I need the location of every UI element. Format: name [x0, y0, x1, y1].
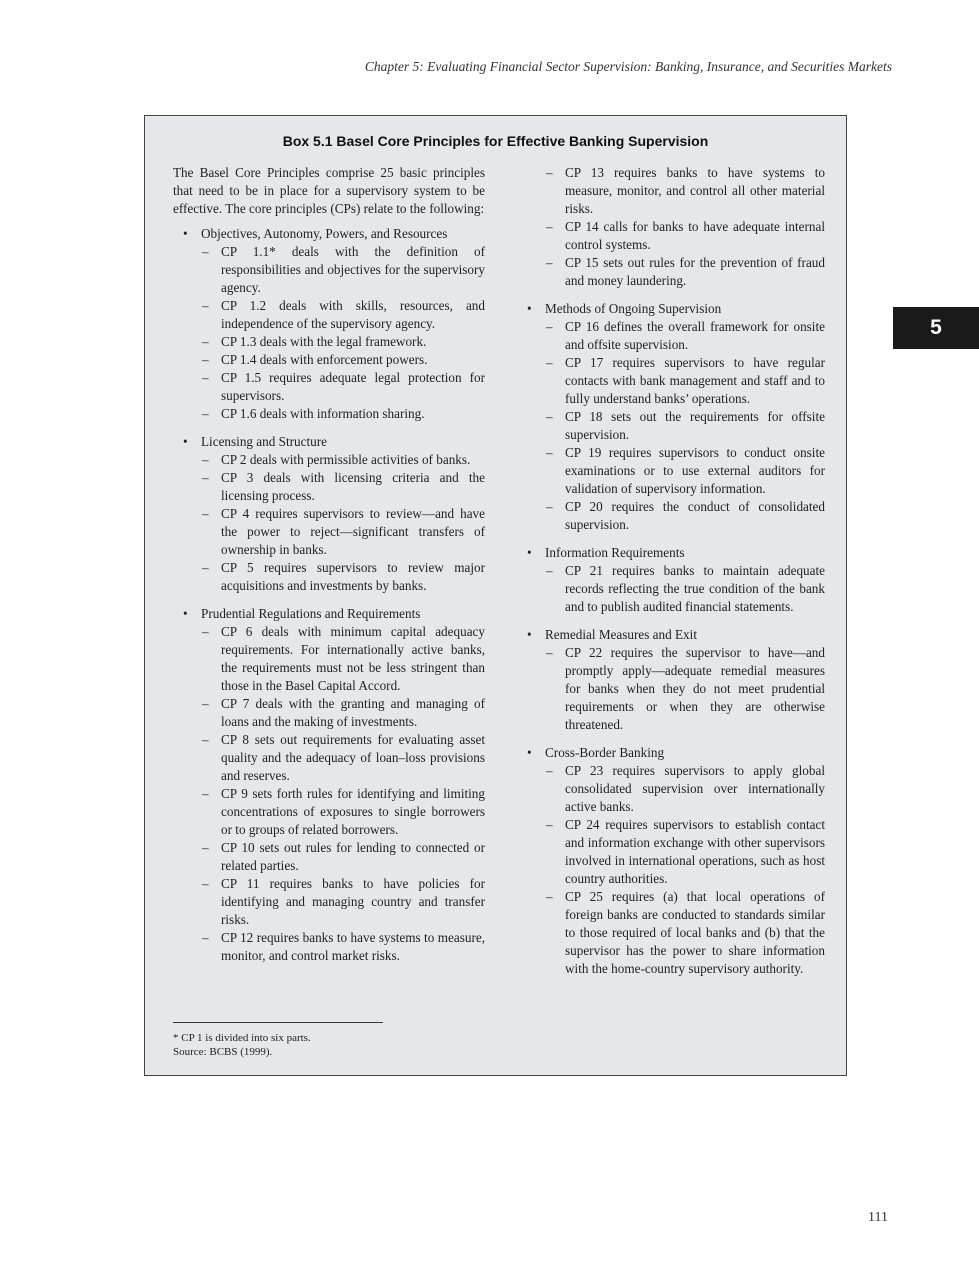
list-item: – CP 1.3 deals with the legal framework.: [173, 333, 485, 351]
section-heading: • Cross-Border Banking: [517, 744, 825, 762]
list-item: – CP 3 deals with licensing criteria and the licensing process.: [173, 469, 485, 505]
list-item: – CP 20 requires the conduct of consolidated supervision.: [517, 498, 825, 534]
chapter-tab: 5: [893, 307, 979, 349]
list-item: – CP 11 requires banks to have policies for identifying and managing country and transfer risks.: [173, 875, 485, 929]
section-heading: • Objectives, Autonomy, Powers, and Resources: [173, 225, 485, 243]
list-item: – CP 9 sets forth rules for identifying and limiting concentrations of exposures to single borrowers or to groups of related borrowers.: [173, 785, 485, 839]
section-prudential: [173, 605, 485, 965]
box-5-1: [144, 115, 847, 1076]
left-column: [173, 164, 485, 975]
box-title: Box 5.1 Basel Core Principles for Effective Banking Supervision: [282, 133, 709, 149]
list-item: – CP 4 requires supervisors to review—and have the power to reject—significant transfers of ownership in banks.: [173, 505, 485, 559]
intro-paragraph: The Basel Core Principles comprise 25 basic principles that need to be in place for a supervisory system to be effective. The core principles (CPs) relate to the following:: [173, 165, 485, 216]
list-item: – CP 1.6 deals with information sharing.: [173, 405, 485, 423]
section-heading: • Remedial Measures and Exit: [517, 626, 825, 644]
list-item: – CP 1.4 deals with enforcement powers.: [173, 351, 485, 369]
list-item: – CP 23 requires supervisors to apply global consolidated supervision over internationally active banks.: [517, 762, 825, 816]
list-item: – CP 12 requires banks to have systems to measure, monitor, and control market risks.: [173, 929, 485, 965]
list-item: – CP 22 requires the supervisor to have—and promptly apply—adequate remedial measures for banks when they do not meet prudential requirements or when they are otherwise threatened.: [517, 644, 825, 734]
footnote: * CP 1 is divided into six parts.: [173, 1032, 311, 1044]
section-ongoing-supervision: [517, 300, 825, 534]
list-item: – CP 21 requires banks to maintain adequate records reflecting the true condition of the bank and to publish audited financial statements.: [517, 562, 825, 616]
list-item: – CP 18 sets out the requirements for offsite supervision.: [517, 408, 825, 444]
running-head: Chapter 5: Evaluating Financial Sector Supervision: Banking, Insurance, and Securities Markets: [364, 59, 892, 74]
list-item: – CP 6 deals with minimum capital adequacy requirements. For internationally active banks, the requirements must not be less stringent than those in the Basel Capital Accord.: [173, 623, 485, 695]
footnotes: [173, 1031, 311, 1059]
right-column: [517, 164, 825, 988]
list-item: – CP 15 sets out rules for the prevention of fraud and money laundering.: [517, 254, 825, 290]
list-item: – CP 5 requires supervisors to review major acquisitions and investments by banks.: [173, 559, 485, 595]
section-heading: • Methods of Ongoing Supervision: [517, 300, 825, 318]
list-item: – CP 14 calls for banks to have adequate internal control systems.: [517, 218, 825, 254]
list-item: – CP 8 sets out requirements for evaluating asset quality and the adequacy of loan–loss provisions and reserves.: [173, 731, 485, 785]
list-item: – CP 19 requires supervisors to conduct onsite examinations or to use external auditors for validation of supervisory information.: [517, 444, 825, 498]
source-note: Source: BCBS (1999).: [173, 1046, 273, 1058]
page-number: 111: [868, 1210, 888, 1225]
section-objectives: [173, 225, 485, 423]
list-item: – CP 16 defines the overall framework for onsite and offsite supervision.: [517, 318, 825, 354]
section-remedial: [517, 626, 825, 734]
section-heading: • Licensing and Structure: [173, 433, 485, 451]
list-item: – CP 2 deals with permissible activities of banks.: [173, 451, 485, 469]
section-heading: • Information Requirements: [517, 544, 825, 562]
section-information: [517, 544, 825, 616]
footnote-divider: [173, 1022, 383, 1023]
list-item: – CP 24 requires supervisors to establish contact and information exchange with other supervisors involved in international operations, such as host country authorities.: [517, 816, 825, 888]
list-item: – CP 1.1* deals with the definition of responsibilities and objectives for the supervisory agency.: [173, 243, 485, 297]
list-item: – CP 10 sets out rules for lending to connected or related parties.: [173, 839, 485, 875]
section-heading: • Prudential Regulations and Requirements: [173, 605, 485, 623]
list-item: – CP 17 requires supervisors to have regular contacts with bank management and staff and to fully understand banks’ operations.: [517, 354, 825, 408]
list-item: – CP 1.5 requires adequate legal protection for supervisors.: [173, 369, 485, 405]
list-item: – CP 13 requires banks to have systems to measure, monitor, and control all other material risks.: [517, 164, 825, 218]
list-item: – CP 25 requires (a) that local operations of foreign banks are conducted to standards similar to those required of local banks and (b) that the supervisor has the power to share information with the home-country supervisory authority.: [517, 888, 825, 978]
list-item: – CP 1.2 deals with skills, resources, and independence of the supervisory agency.: [173, 297, 485, 333]
section-cross-border: [517, 744, 825, 978]
section-licensing: [173, 433, 485, 595]
list-item: – CP 7 deals with the granting and managing of loans and the making of investments.: [173, 695, 485, 731]
section-prudential-continued: [517, 164, 825, 290]
